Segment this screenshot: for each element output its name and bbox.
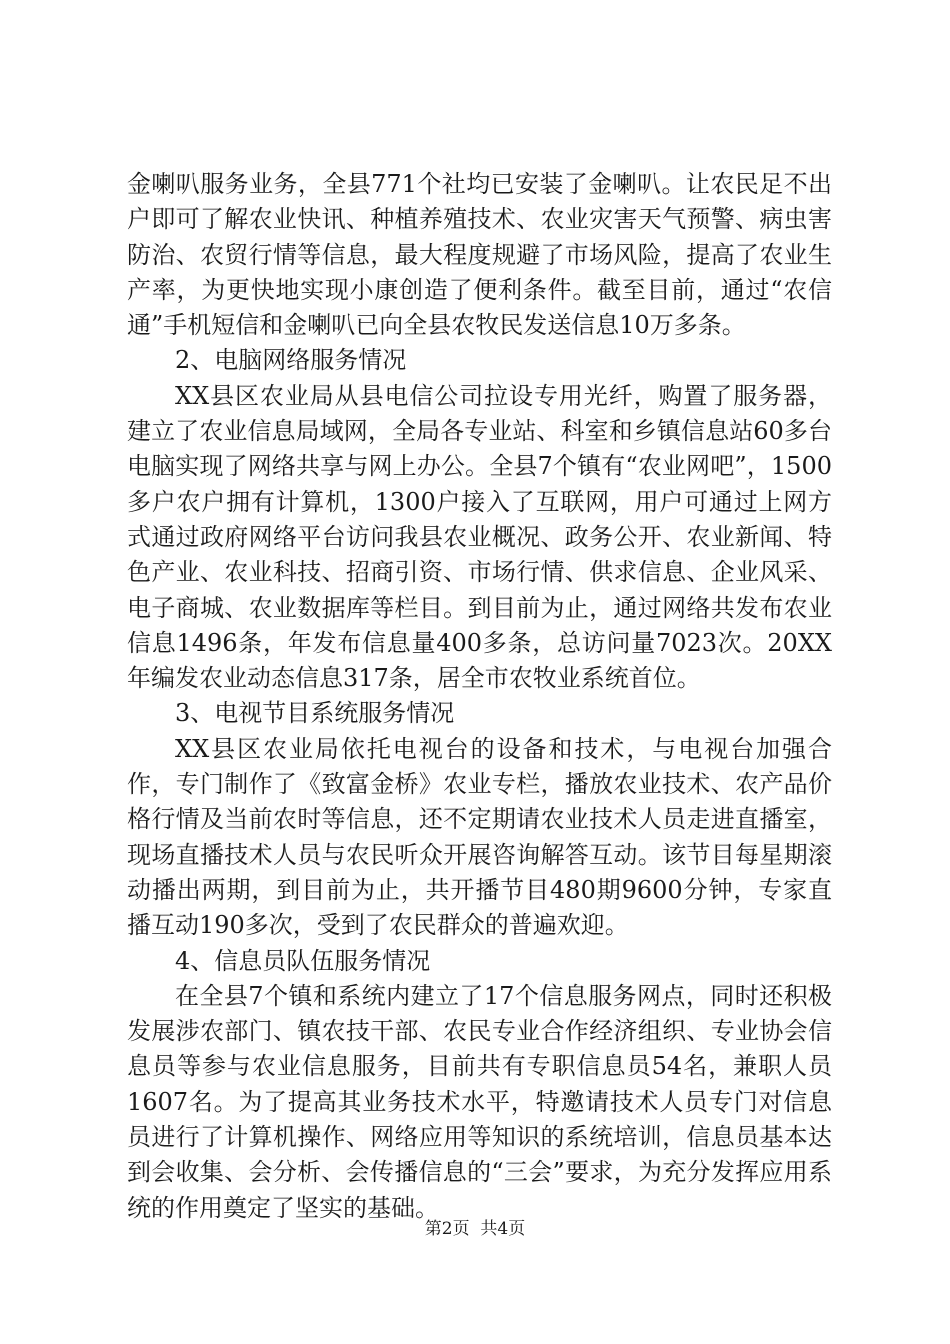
paragraph-computer-network: XX县区农业局从县电信公司拉设专用光纤，购置了服务器，建立了农业信息局域网，全局各专业站、科室和乡镇信息站60多台电脑实现了网络共享与网上办公。全县7个镇有“农业网吧”，1500多户农户拥有计算机，1300户接入了互联网，用户可通过上网方式通过政府网络平台访问我县农业概况、政务公开、农业新闻、特色产业、农业科技、招商引资、市场行情、供求信息、企业风采、电子商城、农业数据库等栏目。到目前为止，通过网络共发布农业信息1496条，年发布信息量400多条，总访问量7023次。20XX年编发农业动态信息317条，居全市农牧业系统首位。 xyxy=(127,381,832,693)
page-total: 共4页 xyxy=(480,1219,526,1239)
page-footer xyxy=(0,1214,950,1239)
section-heading-tv-program: 3、电视节目系统服务情况 xyxy=(175,699,455,728)
footer-separator xyxy=(470,1219,481,1239)
page-number: 第2页 xyxy=(424,1219,470,1239)
section-heading-info-staff: 4、信息员队伍服务情况 xyxy=(175,946,431,975)
paragraph-tv-program: XX县区农业局依托电视台的设备和技术，与电视台加强合作，专门制作了《致富金桥》农业专栏，播放农业技术、农产品价格行情及当前农时等信息，还不定期请农业技术人员走进直播室，现场直播技术人员与农民听众开展咨询解答互动。该节目每星期滚动播出两期，到目前为止，共开播节目480期9600分钟，专家直播互动190多次，受到了农民群众的普遍欢迎。 xyxy=(127,734,832,940)
document-body xyxy=(127,167,832,1226)
paragraph-sms-broadcast: 金喇叭服务业务，全县771个社均已安装了金喇叭。让农民足不出户即可了解农业快讯、种植养殖技术、农业灾害天气预警、病虫害防治、农贸行情等信息，最大程度规避了市场风险，提高了农业生产率，为更快地实现小康创造了便利条件。截至目前，通过“农信通”手机短信和金喇叭已向全县农牧民发送信息10万多条。 xyxy=(127,170,832,340)
section-heading-computer-network: 2、电脑网络服务情况 xyxy=(175,346,407,375)
paragraph-info-staff: 在全县7个镇和系统内建立了17个信息服务网点，同时还积极发展涉农部门、镇农技干部、农民专业合作经济组织、专业协会信息员等参与农业信息服务，目前共有专职信息员54名，兼职人员1607名。为了提高其业务技术水平，特邀请技术人员专门对信息员进行了计算机操作、网络应用等知识的系统培训，信息员基本达到会收集、会分析、会传播信息的“三会”要求，为充分发挥应用系统的作用奠定了坚实的基础。 xyxy=(127,981,832,1222)
